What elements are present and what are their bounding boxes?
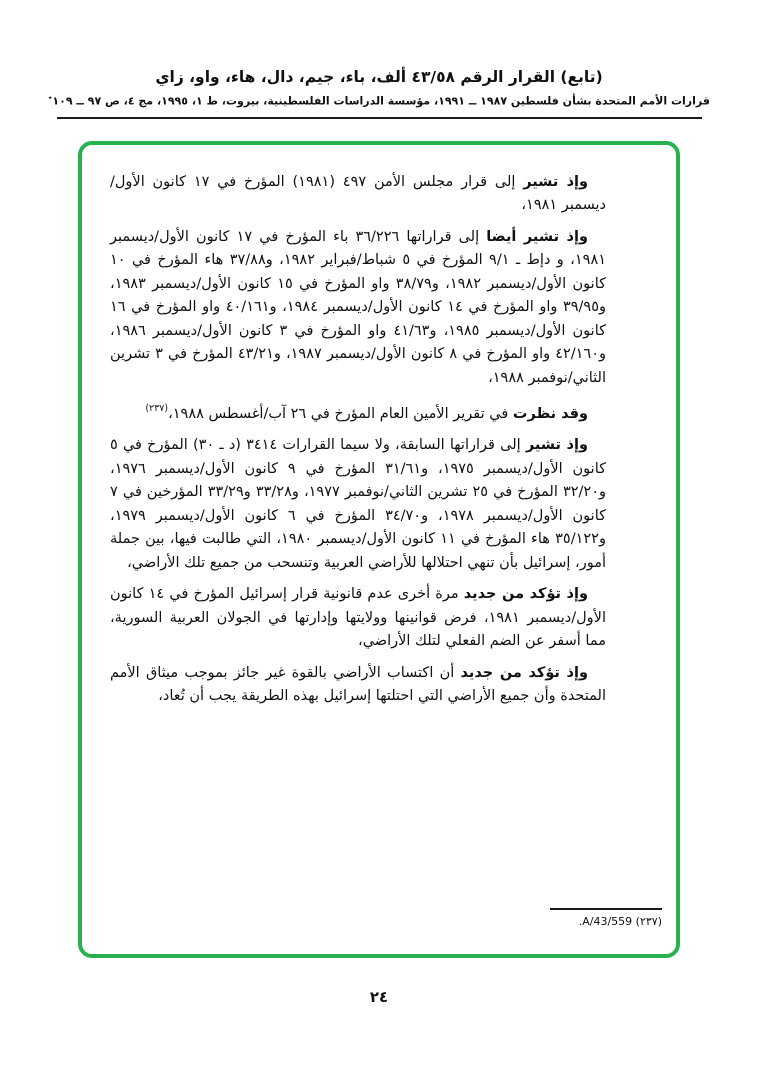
paragraph-lead: وإذ تشير أيضا: [486, 228, 588, 245]
page-number: ٢٤: [369, 987, 389, 1006]
paragraph-lead: وإذ تشير: [525, 437, 588, 454]
paragraph-lead: وإذ تؤكد من جديد: [460, 664, 588, 681]
source-citation: [0, 93, 758, 108]
resolution-body: [110, 171, 606, 717]
source-note-marker: ٭: [48, 93, 53, 102]
page-header: [0, 0, 758, 119]
header-divider: [57, 117, 702, 119]
paragraph-text: إلى قراراتها ٣٦/٢٢٦ باء المؤرخ في ١٧ كانون الأول/ديسمبر ١٩٨١، و دإط ـ ٩/١ المؤرخ في ٥ شباط/فبراير ١٩٨٢، و٣٧/٨٨ هاء المؤرخ في ١٠ كانون الأول/ديسمبر ١٩٨٢، و٣٨/٧٩ واو المؤرخ في ١٥ كانون الأول/ديسمبر ١٩٨٣، و٣٩/٩٥ واو المؤرخ في ١٤ كانون الأول/ديسمبر ١٩٨٤، و٤٠/١٦١ واو المؤرخ في ١٦ كانون الأول/ديسمبر ١٩٨٥، و٤١/٦٣ واو المؤرخ في ٣ كانون الأول/ديسمبر ١٩٨٦، و٤٢/١٦٠ واو المؤرخ في ٨ كانون الأول/ديسمبر ١٩٨٧، و٤٣/٢١ المؤرخ في ٣ تشرين الثاني/نوفمبر ١٩٨٨،: [110, 228, 607, 386]
source-citation-text: قرارات الأمم المتحدة بشأن فلسطين ١٩٨٧ ــ ١٩٩١، مؤسسة الدراسات الفلسطينية، بيروت، ط ١، ١٩٩٥، مج ٤، ص ٩٧ ــ ١٠٩: [52, 94, 710, 108]
paragraph-text: إلى قراراتها السابقة، ولا سيما القرارات ٣٤١٤ (د ـ ٣٠) المؤرخ في ٥ كانون الأول/ديسمبر ١٩٧٥، و٣١/٦١ المؤرخ في ٩ كانون الأول/ديسمبر ١٩٧٦، و٣٢/٢٠ المؤرخ في ٢٥ تشرين الثاني/نوفمبر ١٩٧٧، و٣٣/٢٨ و٣٣/٢٩ المؤرخين في ٧ كانون الأول/ديسمبر ١٩٧٨، و٣٤/٧٠ المؤرخ في ٦ كانون الأول/ديسمبر ١٩٧٩، و٣٥/١٢٢ هاء المؤرخ في ١١ كانون الأول/ديسمبر ١٩٨٠، التي طالبت فيها، بين جملة أمور، إسرائيل بأن تنهي احتلالها للأراضي العربية وتنسحب من جميع تلك الأراضي،: [110, 437, 607, 571]
paragraph-text: أن اكتساب الأراضي بالقوة غير جائز بموجب ميثاق الأمم المتحدة وأن جميع الأراضي التي احتلتها إسرائيل بهذه الطريقة يجب أن تُعاد،: [110, 664, 606, 705]
footnote-reference: A/43/559.: [578, 914, 633, 928]
preamble-paragraph-1: [110, 171, 606, 218]
preamble-paragraph-4: [110, 434, 606, 575]
footnote-separator: [550, 908, 662, 910]
footnote-entry: [104, 915, 662, 928]
resolution-text-box: [78, 141, 680, 958]
paragraph-text: إلى قرار مجلس الأمن ٤٩٧ (١٩٨١) المؤرخ في ١٧ كانون الأول/ديسمبر ١٩٨١،: [110, 173, 606, 214]
preamble-paragraph-3: [110, 398, 606, 426]
paragraph-lead: وإذ تؤكد من جديد: [463, 586, 588, 603]
footnote-number: (٢٣٧): [635, 914, 662, 928]
resolution-title: (تابع) القرار الرقم ٤٣/٥٨ ألف، باء، جيم، دال، هاء، واو، زاي: [155, 68, 603, 86]
footnote-area: [104, 908, 662, 928]
footnote-ref-marker: (٢٣٧): [145, 403, 169, 415]
paragraph-text: مرة أخرى عدم قانونية قرار إسرائيل المؤرخ في ١٤ كانون الأول/ديسمبر ١٩٨١، فرض قوانينها وولايتها وإدارتها في الجولان العربية السورية، مما أسفر عن الضم الفعلي لتلك الأراضي،: [110, 586, 606, 650]
preamble-paragraph-5: [110, 583, 606, 654]
paragraph-text: في تقرير الأمين العام المؤرخ في ٢٦ آب/أغسطس ١٩٨٨،: [168, 405, 513, 422]
paragraph-lead: وإذ تشير: [523, 173, 588, 190]
preamble-paragraph-6: [110, 662, 606, 709]
paragraph-lead: وقد نظرت: [512, 405, 588, 422]
preamble-paragraph-2: [110, 226, 606, 391]
